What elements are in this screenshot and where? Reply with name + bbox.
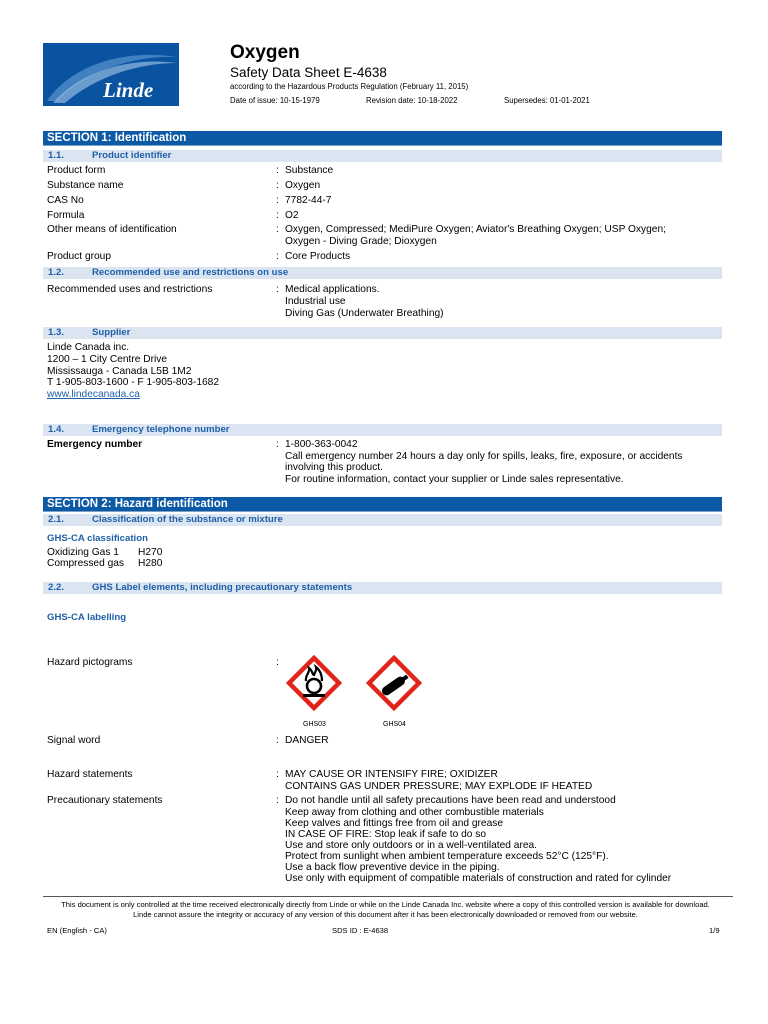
colon: : (276, 795, 279, 806)
colon: : (276, 769, 279, 780)
colon: : (276, 195, 279, 206)
supplier-line: 1200 – 1 City Centre Drive (47, 354, 168, 365)
footer-notice: Linde cannot assure the integrity or accuracy of any version of this document after it has been electronically downloaded or removed from our website. (133, 910, 638, 919)
colon: : (276, 224, 279, 235)
subsection-2-1 (43, 514, 722, 526)
row-value: Core Products (285, 251, 351, 262)
row-value: 7782-44-7 (285, 195, 332, 206)
precaution-line: Use and store only outdoors or in a well-ventilated area. (285, 840, 537, 851)
gas-cylinder-icon (366, 655, 422, 711)
subsection-label: GHS Label elements, including precautionary statements (92, 582, 353, 593)
subsection-1-4 (43, 424, 722, 436)
signal-word: DANGER (285, 735, 329, 746)
colon: : (276, 439, 279, 450)
hazard-statement: MAY CAUSE OR INTENSIFY FIRE; OXIDIZER (285, 769, 498, 780)
precaution-line: Do not handle until all safety precautions have been read and understood (285, 795, 616, 806)
row-label: Product form (47, 165, 106, 176)
uses-label: Recommended uses and restrictions (47, 284, 213, 295)
footer-sds-id: SDS ID : E-4638 (332, 926, 389, 935)
row-value: Oxygen, Compressed; MediPure Oxygen; Aviator's Breathing Oxygen; USP Oxygen; (285, 224, 666, 235)
row-value: Substance (285, 165, 334, 176)
colon: : (276, 165, 279, 176)
row-label: Formula (47, 210, 85, 221)
revision-date: Revision date: 10-18-2022 (366, 96, 458, 105)
subsection-number: 1.3. (48, 327, 65, 338)
use-item: Industrial use (285, 296, 346, 307)
precaution-line: IN CASE OF FIRE: Stop leak if safe to do so (285, 829, 486, 840)
row-label: CAS No (47, 195, 84, 206)
emergency-line: involving this product. (285, 462, 383, 473)
use-item: Medical applications. (285, 284, 380, 295)
row-value-continued: Oxygen - Diving Grade; Dioxygen (285, 236, 437, 247)
footer-language: EN (English - CA) (47, 926, 107, 935)
subsection-number: 1.1. (48, 150, 65, 161)
subsection-number: 2.1. (48, 514, 65, 525)
regulation-note: according to the Hazardous Products Regulation (February 11, 2015) (230, 82, 469, 91)
ghs-labelling-title: GHS-CA labelling (47, 612, 127, 623)
section1-header (43, 131, 722, 145)
footer-page-number: 1/9 (709, 926, 720, 935)
colon: : (276, 251, 279, 262)
doc-subtitle: Safety Data Sheet E-4638 (230, 65, 387, 80)
subsection-1-2 (43, 267, 722, 279)
doc-title: Oxygen (230, 42, 300, 63)
row-value: Oxygen (285, 180, 321, 191)
pictograms-label: Hazard pictograms (47, 657, 133, 668)
section2-title: SECTION 2: Hazard identification (47, 498, 228, 510)
emergency-line: 1-800-363-0042 (285, 439, 358, 450)
colon: : (276, 284, 279, 295)
signal-word-label: Signal word (47, 735, 101, 746)
footer-notice: This document is only controlled at the time received electronically directly from Linde or while on the Linde Canada Inc. website where a copy of this controlled version is available for download. (61, 900, 710, 909)
subsection-label: Supplier (92, 327, 131, 338)
precaution-line: Use a back flow preventive device in the piping. (285, 862, 500, 873)
divider (43, 145, 722, 146)
subsection-label: Product identifier (92, 150, 172, 161)
precautionary-label: Precautionary statements (47, 795, 163, 806)
row-label: Product group (47, 251, 111, 262)
divider (43, 511, 722, 512)
emergency-line: Call emergency number 24 hours a day only for spills, leaks, fire, exposure, or accidents (285, 451, 683, 462)
colon: : (276, 657, 279, 668)
class-name: Oxidizing Gas 1 (47, 547, 119, 558)
subsection-label: Recommended use and restrictions on use (92, 267, 289, 278)
logo-wordmark: Linde (103, 78, 154, 102)
pictogram-code: GHS03 (303, 721, 326, 728)
supplier-line: Mississauga - Canada L5B 1M2 (47, 366, 192, 377)
supplier-website-link[interactable]: www.lindecanada.ca (47, 389, 140, 400)
supplier-line: T 1-905-803-1600 - F 1-905-803-1682 (47, 377, 219, 388)
date-of-issue: Date of issue: 10-15-1979 (230, 96, 320, 105)
row-label: Substance name (47, 180, 124, 191)
supplier-line: Linde Canada inc. (47, 342, 130, 353)
pictogram-code: GHS04 (383, 721, 406, 728)
supersedes: Supersedes: 01-01-2021 (504, 96, 590, 105)
colon: : (276, 735, 279, 746)
emergency-line: For routine information, contact your supplier or Linde sales representative. (285, 474, 624, 485)
colon: : (276, 180, 279, 191)
colon: : (276, 210, 279, 221)
subsection-2-2 (43, 582, 722, 594)
emergency-label: Emergency number (47, 439, 143, 450)
hazard-statement: CONTAINS GAS UNDER PRESSURE; MAY EXPLODE IF HEATED (285, 781, 593, 792)
class-code: H270 (138, 547, 163, 558)
subsection-number: 2.2. (48, 582, 65, 593)
subsection-label: Classification of the substance or mixture (92, 514, 283, 525)
ghs-classification-title: GHS-CA classification (47, 533, 148, 544)
precaution-line: Protect from sunlight when ambient temperature exceeds 52°C (125°F). (285, 851, 609, 862)
precaution-line: Keep valves and fittings free from oil and grease (285, 818, 504, 829)
section2-header (43, 497, 722, 511)
row-value: O2 (285, 210, 299, 221)
footer-divider (43, 896, 733, 897)
precaution-line: Keep away from clothing and other combustible materials (285, 807, 544, 818)
section1-title: SECTION 1: Identification (47, 132, 187, 144)
use-item: Diving Gas (Underwater Breathing) (285, 308, 444, 319)
subsection-label: Emergency telephone number (92, 424, 230, 435)
subsection-number: 1.4. (48, 424, 65, 435)
class-name: Compressed gas (47, 558, 125, 569)
class-code: H280 (138, 558, 163, 569)
precaution-line: Use only with equipment of compatible materials of construction and rated for cylinder (285, 873, 672, 884)
hazard-statements-label: Hazard statements (47, 769, 133, 780)
linde-logo (43, 43, 179, 106)
subsection-1-3 (43, 327, 722, 339)
subsection-1-1 (43, 150, 722, 162)
subsection-number: 1.2. (48, 267, 65, 278)
flame-over-circle-icon (286, 655, 342, 711)
row-label: Other means of identification (47, 224, 177, 235)
